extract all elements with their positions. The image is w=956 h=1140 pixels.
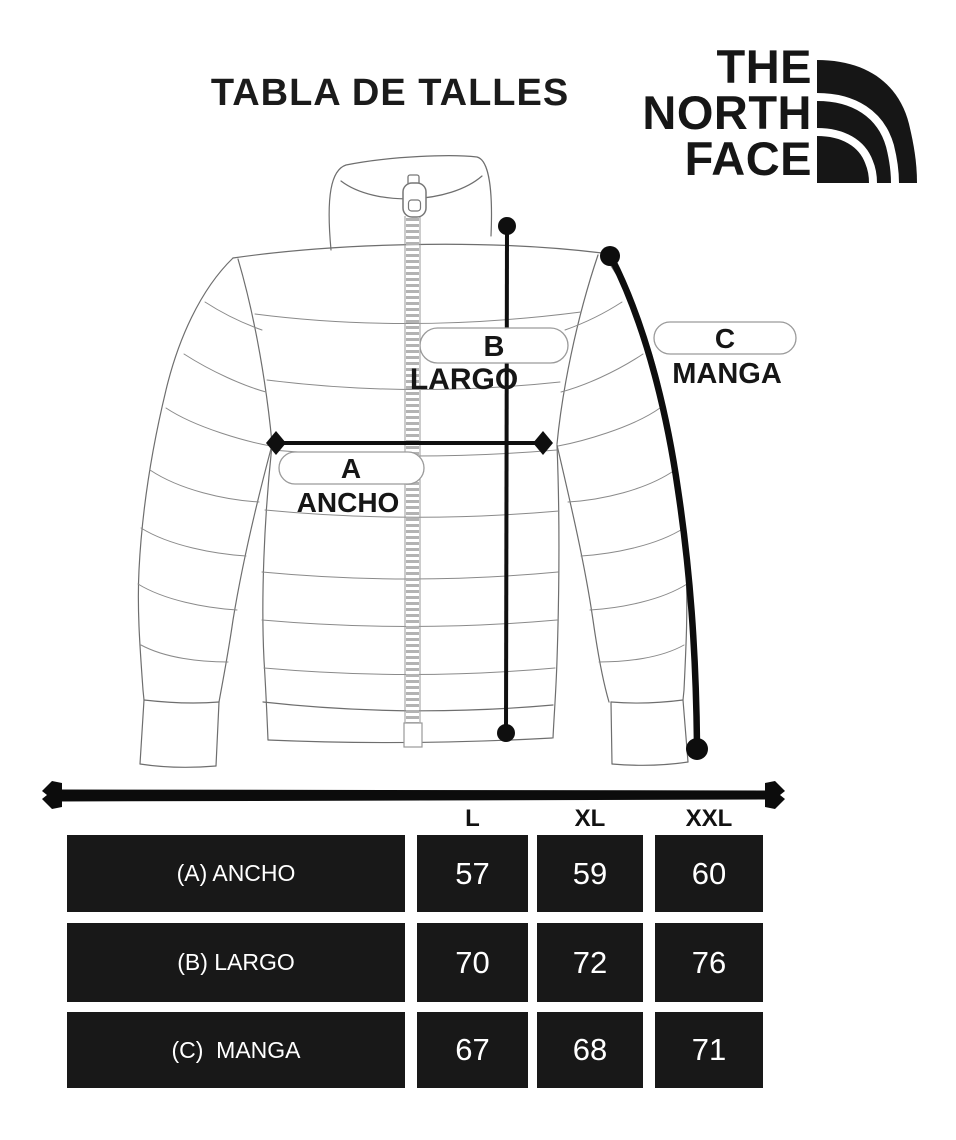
label-text-ancho: ANCHO bbox=[296, 487, 400, 518]
label-letter-c: C bbox=[714, 323, 736, 354]
value-ancho-xl: 59 bbox=[537, 835, 643, 912]
column-header-xxl: XXL bbox=[685, 805, 733, 832]
value-manga-l: 67 bbox=[417, 1012, 528, 1088]
value-ancho-xxl: 60 bbox=[655, 835, 763, 912]
logo-line-north: NORTH bbox=[642, 86, 812, 139]
label-pill-c bbox=[654, 322, 796, 354]
divider-left-arrow-icon bbox=[42, 781, 62, 809]
row-label-ancho: (A) ANCHO bbox=[67, 835, 405, 912]
column-header-l: L bbox=[465, 805, 480, 832]
value-ancho-l: 57 bbox=[417, 835, 528, 912]
page-title: TABLA DE TALLES bbox=[210, 72, 570, 114]
row-label-manga: (C) MANGA bbox=[67, 1012, 405, 1088]
zipper-bottom-stop bbox=[404, 723, 422, 747]
label-letter-a: A bbox=[340, 453, 362, 484]
value-largo-xxl: 76 bbox=[655, 923, 763, 1002]
divider-right-arrow-icon bbox=[765, 781, 785, 809]
value-largo-l: 70 bbox=[417, 923, 528, 1002]
column-header-xl: XL bbox=[574, 805, 606, 832]
label-text-manga: MANGA bbox=[672, 358, 782, 390]
value-manga-xl: 68 bbox=[537, 1012, 643, 1088]
value-manga-xxl: 71 bbox=[655, 1012, 763, 1088]
label-pill-b bbox=[420, 328, 568, 363]
logo-line-the: THE bbox=[716, 40, 812, 93]
logo-line-face: FACE bbox=[684, 132, 812, 185]
label-letter-b: B bbox=[483, 331, 505, 363]
label-text-largo: LARGO bbox=[409, 363, 519, 396]
label-pill-a bbox=[279, 452, 424, 484]
measurement-line-b-largo bbox=[497, 217, 516, 742]
value-largo-xl: 72 bbox=[537, 923, 643, 1002]
row-label-largo: (B) LARGO bbox=[67, 923, 405, 1002]
